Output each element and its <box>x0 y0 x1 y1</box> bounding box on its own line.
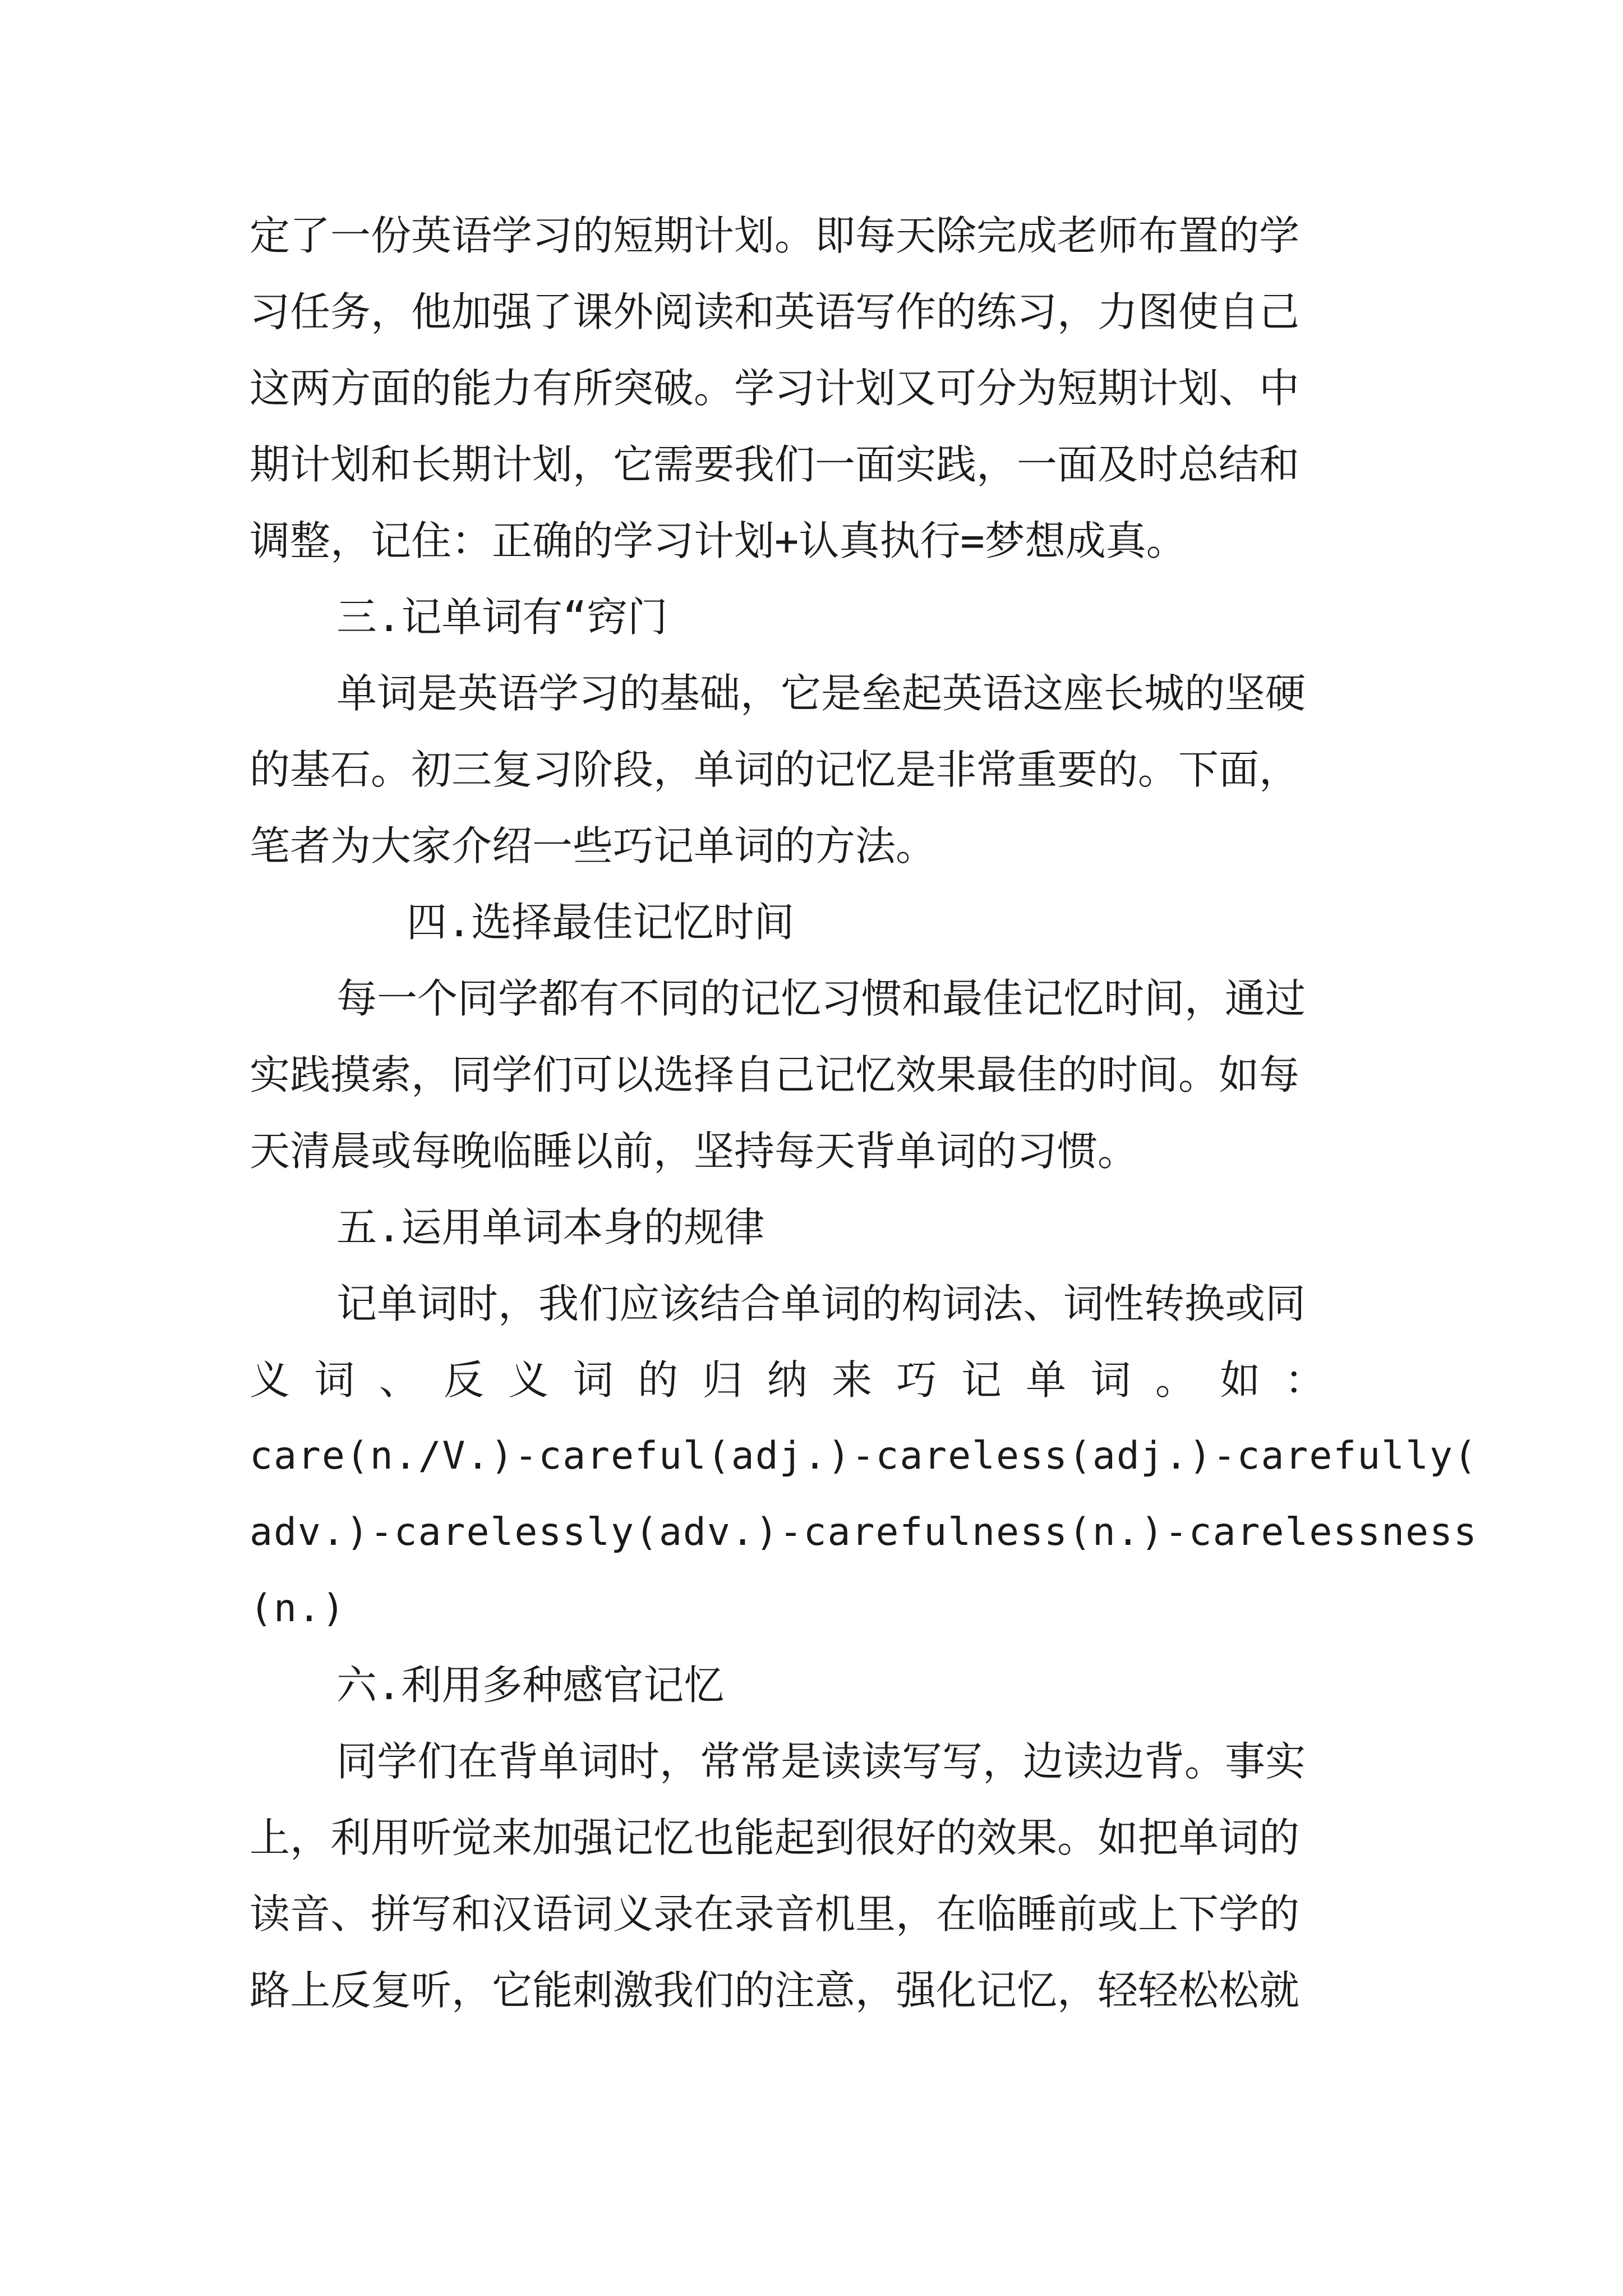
text-line: 路上反复听，它能刺激我们的注意，强化记忆，轻轻松松就 <box>250 1967 1300 2014</box>
text-line: 调整，记住：正确的学习计划+认真执行=梦想成真。 <box>250 517 1187 564</box>
paragraph-start: 单词是英语学习的基础，它是垒起英语这座长城的坚硬 <box>336 670 1306 717</box>
text-line: 习任务，他加强了课外阅读和英语写作的练习，力图使自己 <box>250 288 1300 335</box>
text-line: 笔者为大家介绍一些巧记单词的方法。 <box>250 822 937 869</box>
section-heading: 五.运用单词本身的规律 <box>336 1204 765 1251</box>
text-line: adv.)-carelessly(adv.)-carefulness(n.)-carelessness <box>250 1510 1478 1554</box>
section-heading: 三.记单词有“窍门 <box>336 593 668 641</box>
paragraph-start: 同学们在背单词时，常常是读读写写，边读边背。事实 <box>336 1738 1306 1785</box>
text-line: 期计划和长期计划，它需要我们一面实践，一面及时总结和 <box>250 441 1300 488</box>
text-line: 实践摸索，同学们可以选择自己记忆效果最佳的时间。如每 <box>250 1051 1300 1098</box>
section-heading: 六.利用多种感官记忆 <box>336 1662 725 1709</box>
text-line: 的基石。初三复习阶段，单词的记忆是非常重要的。下面， <box>250 746 1300 793</box>
text-line: 上，利用听觉来加强记忆也能起到很好的效果。如把单词的 <box>250 1814 1300 1861</box>
paragraph-start: 记单词时，我们应该结合单词的构词法、词性转换或同 <box>336 1280 1306 1327</box>
text-line: (n.) <box>250 1586 346 1631</box>
text-line: 这两方面的能力有所突破。学习计划又可分为短期计划、中 <box>250 365 1300 412</box>
text-line: 天清晨或每晚临睡以前，坚持每天背单词的习惯。 <box>250 1128 1138 1175</box>
section-heading: 四.选择最佳记忆时间 <box>407 899 795 946</box>
text-line: 定了一份英语学习的短期计划。即每天除完成老师布置的学 <box>250 212 1300 259</box>
paragraph-start: 每一个同学都有不同的记忆习惯和最佳记忆时间，通过 <box>336 975 1306 1022</box>
text-line: 义 词 、 反 义 词 的 归 纳 来 巧 记 单 词 。 如 ： <box>250 1356 1325 1404</box>
text-line: 读音、拼写和汉语词义录在录音机里，在临睡前或上下学的 <box>250 1890 1300 1938</box>
text-line: care(n./V.)-careful(adj.)-careless(adj.)-carefully( <box>250 1434 1478 1478</box>
